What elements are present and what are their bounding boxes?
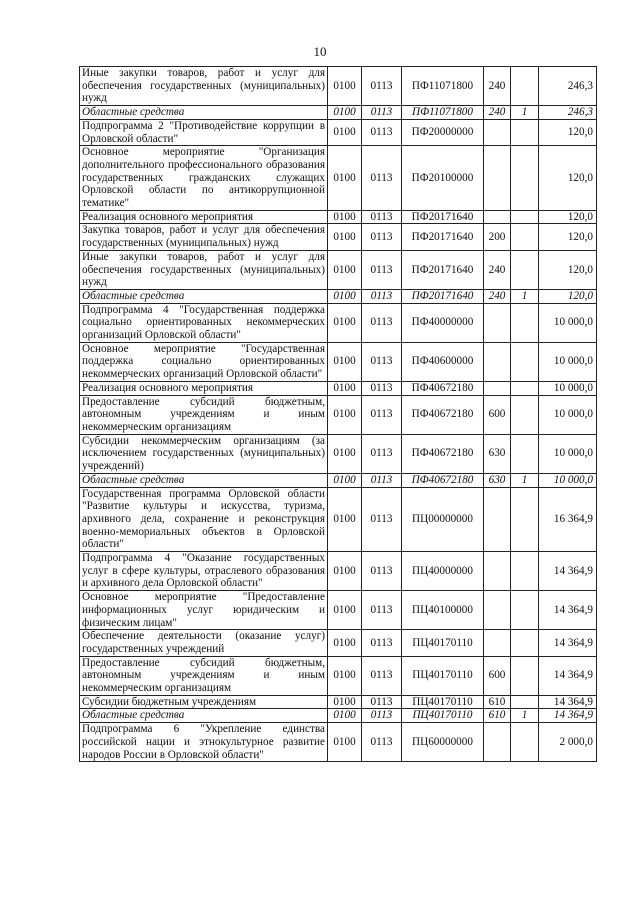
funding-source-row [80,289,597,303]
budget-row [80,224,597,250]
amount: 10 000,0 [539,381,597,395]
funding-source-code [511,210,539,224]
funding-source-code [511,630,539,656]
budget-row [80,67,597,106]
budget-row [80,381,597,395]
section-code: 0100 [328,67,362,106]
target-article-code: ПЦ60000000 [402,723,484,762]
target-article-code: ПФ40672180 [402,473,484,487]
subsection-code: 0113 [362,656,402,695]
section-code: 0100 [328,723,362,762]
funding-source-code: 1 [511,106,539,120]
budget-row [80,119,597,145]
row-description: Иные закупки товаров, работ и услуг для обеспечения государственных (муниципальных) нужд [80,250,328,289]
expense-type-code [484,146,511,211]
amount: 120,0 [539,224,597,250]
target-article-code: ПФ20171640 [402,224,484,250]
section-code: 0100 [328,487,362,552]
page-number: 10 [313,44,327,59]
section-code: 0100 [328,210,362,224]
funding-source-code [511,342,539,381]
amount: 14 364,9 [539,709,597,723]
funding-source-code [511,695,539,709]
section-code: 0100 [328,106,362,120]
expense-type-code: 630 [484,473,511,487]
row-description: Подпрограмма 2 "Противодействие коррупции в Орловской области" [80,119,328,145]
section-code: 0100 [328,381,362,395]
subsection-code: 0113 [362,250,402,289]
target-article-code: ПФ11071800 [402,67,484,106]
funding-source-code [511,395,539,434]
expense-type-code [484,381,511,395]
subsection-code: 0113 [362,473,402,487]
target-article-code: ПФ40600000 [402,342,484,381]
target-article-code: ПФ40672180 [402,434,484,473]
funding-source-code: 1 [511,473,539,487]
section-code: 0100 [328,395,362,434]
amount: 10 000,0 [539,342,597,381]
budget-row [80,395,597,434]
amount: 14 364,9 [539,552,597,591]
amount: 2 000,0 [539,723,597,762]
section-code: 0100 [328,146,362,211]
amount: 120,0 [539,210,597,224]
row-description: Основное мероприятие "Организация дополнительного профессионального образования государственных гражданских служащих Орловской области по антикоррупционной тематике" [80,146,328,211]
subsection-code: 0113 [362,552,402,591]
target-article-code: ПФ40672180 [402,381,484,395]
target-article-code: ПФ40672180 [402,395,484,434]
budget-row [80,250,597,289]
target-article-code: ПФ40000000 [402,303,484,342]
subsection-code: 0113 [362,289,402,303]
subsection-code: 0113 [362,487,402,552]
budget-row [80,656,597,695]
funding-source-code [511,723,539,762]
funding-source-code [511,224,539,250]
expense-type-code [484,552,511,591]
section-code: 0100 [328,342,362,381]
funding-source-code [511,552,539,591]
subsection-code: 0113 [362,723,402,762]
amount: 14 364,9 [539,695,597,709]
amount: 120,0 [539,250,597,289]
subsection-code: 0113 [362,630,402,656]
row-description: Реализация основного мероприятия [80,381,328,395]
target-article-code: ПЦ00000000 [402,487,484,552]
section-code: 0100 [328,656,362,695]
funding-source-code [511,434,539,473]
expense-type-code [484,210,511,224]
budget-row [80,210,597,224]
subsection-code: 0113 [362,434,402,473]
section-code: 0100 [328,250,362,289]
budget-row [80,695,597,709]
expense-type-code: 240 [484,67,511,106]
amount: 246,3 [539,106,597,120]
funding-source-code [511,591,539,630]
funding-source-code [511,487,539,552]
target-article-code: ПЦ40000000 [402,552,484,591]
row-description: Областные средства [80,473,328,487]
funding-source-code [511,656,539,695]
row-description: Реализация основного мероприятия [80,210,328,224]
row-description: Областные средства [80,709,328,723]
budget-row [80,146,597,211]
budget-table [79,66,597,762]
target-article-code: ПФ20100000 [402,146,484,211]
section-code: 0100 [328,552,362,591]
expense-type-code: 610 [484,695,511,709]
expense-type-code: 610 [484,709,511,723]
expense-type-code [484,342,511,381]
expense-type-code [484,591,511,630]
section-code: 0100 [328,709,362,723]
funding-source-code [511,67,539,106]
budget-row [80,342,597,381]
amount: 120,0 [539,289,597,303]
subsection-code: 0113 [362,210,402,224]
target-article-code: ПЦ40100000 [402,591,484,630]
expense-type-code [484,119,511,145]
section-code: 0100 [328,473,362,487]
expense-type-code [484,303,511,342]
subsection-code: 0113 [362,106,402,120]
target-article-code: ПФ20171640 [402,250,484,289]
funding-source-row [80,473,597,487]
subsection-code: 0113 [362,695,402,709]
target-article-code: ПЦ40170110 [402,656,484,695]
section-code: 0100 [328,289,362,303]
amount: 10 000,0 [539,434,597,473]
subsection-code: 0113 [362,342,402,381]
funding-source-code [511,381,539,395]
section-code: 0100 [328,303,362,342]
section-code: 0100 [328,434,362,473]
row-description: Субсидии некоммерческим организациям (за исключением государственных (муниципальных) учреждений) [80,434,328,473]
section-code: 0100 [328,119,362,145]
expense-type-code [484,630,511,656]
target-article-code: ПФ20171640 [402,289,484,303]
amount: 120,0 [539,146,597,211]
budget-row [80,630,597,656]
amount: 10 000,0 [539,395,597,434]
funding-source-row [80,106,597,120]
target-article-code: ПЦ40170110 [402,630,484,656]
expense-type-code [484,723,511,762]
row-description: Закупка товаров, работ и услуг для обеспечения государственных (муниципальных) нужд [80,224,328,250]
target-article-code: ПЦ40170110 [402,695,484,709]
expense-type-code: 240 [484,289,511,303]
row-description: Областные средства [80,289,328,303]
funding-source-code [511,146,539,211]
row-description: Субсидии бюджетным учреждениям [80,695,328,709]
funding-source-row [80,709,597,723]
expense-type-code [484,487,511,552]
row-description: Основное мероприятие "Предоставление информационных услуг юридическим и физическим лицам" [80,591,328,630]
row-description: Подпрограмма 4 "Оказание государственных услуг в сфере культуры, отраслевого образования и архивного дела Орловской области" [80,552,328,591]
row-description: Государственная программа Орловской области "Развитие культуры и искусства, туризма, архивного дела, сохранение и реконструкция военно-мемориальных объектов в Орловской области" [80,487,328,552]
expense-type-code: 240 [484,250,511,289]
section-code: 0100 [328,695,362,709]
subsection-code: 0113 [362,709,402,723]
funding-source-code [511,119,539,145]
amount: 16 364,9 [539,487,597,552]
budget-table-body [80,67,597,762]
subsection-code: 0113 [362,119,402,145]
section-code: 0100 [328,224,362,250]
amount: 10 000,0 [539,473,597,487]
subsection-code: 0113 [362,303,402,342]
expense-type-code: 630 [484,434,511,473]
expense-type-code: 240 [484,106,511,120]
budget-row [80,591,597,630]
row-description: Подпрограмма 4 "Государственная поддержка социально ориентированных некоммерческих организаций Орловской области" [80,303,328,342]
section-code: 0100 [328,630,362,656]
section-code: 0100 [328,591,362,630]
budget-table-container [79,66,596,762]
row-description: Иные закупки товаров, работ и услуг для обеспечения государственных (муниципальных) нужд [80,67,328,106]
target-article-code: ПФ20000000 [402,119,484,145]
funding-source-code [511,303,539,342]
expense-type-code: 200 [484,224,511,250]
amount: 120,0 [539,119,597,145]
funding-source-code [511,250,539,289]
subsection-code: 0113 [362,146,402,211]
row-description: Подпрограмма 6 "Укрепление единства российской нации и этнокультурное развитие народов России в Орловской области" [80,723,328,762]
amount: 14 364,9 [539,591,597,630]
funding-source-code: 1 [511,709,539,723]
budget-row [80,487,597,552]
target-article-code: ПФ20171640 [402,210,484,224]
funding-source-code: 1 [511,289,539,303]
budget-row [80,303,597,342]
target-article-code: ПФ11071800 [402,106,484,120]
subsection-code: 0113 [362,395,402,434]
row-description: Областные средства [80,106,328,120]
subsection-code: 0113 [362,381,402,395]
subsection-code: 0113 [362,67,402,106]
target-article-code: ПЦ40170110 [402,709,484,723]
row-description: Предоставление субсидий бюджетным, автономным учреждениям и иным некоммерческим организациям [80,395,328,434]
expense-type-code: 600 [484,656,511,695]
amount: 10 000,0 [539,303,597,342]
row-description: Основное мероприятие "Государственная поддержка социально ориентированных некоммерческих организаций Орловской области" [80,342,328,381]
row-description: Предоставление субсидий бюджетным, автономным учреждениям и иным некоммерческим организациям [80,656,328,695]
row-description: Обеспечение деятельности (оказание услуг) государственных учреждений [80,630,328,656]
budget-row [80,552,597,591]
expense-type-code: 600 [484,395,511,434]
amount: 246,3 [539,67,597,106]
amount: 14 364,9 [539,656,597,695]
subsection-code: 0113 [362,591,402,630]
budget-row [80,723,597,762]
budget-row [80,434,597,473]
amount: 14 364,9 [539,630,597,656]
subsection-code: 0113 [362,224,402,250]
